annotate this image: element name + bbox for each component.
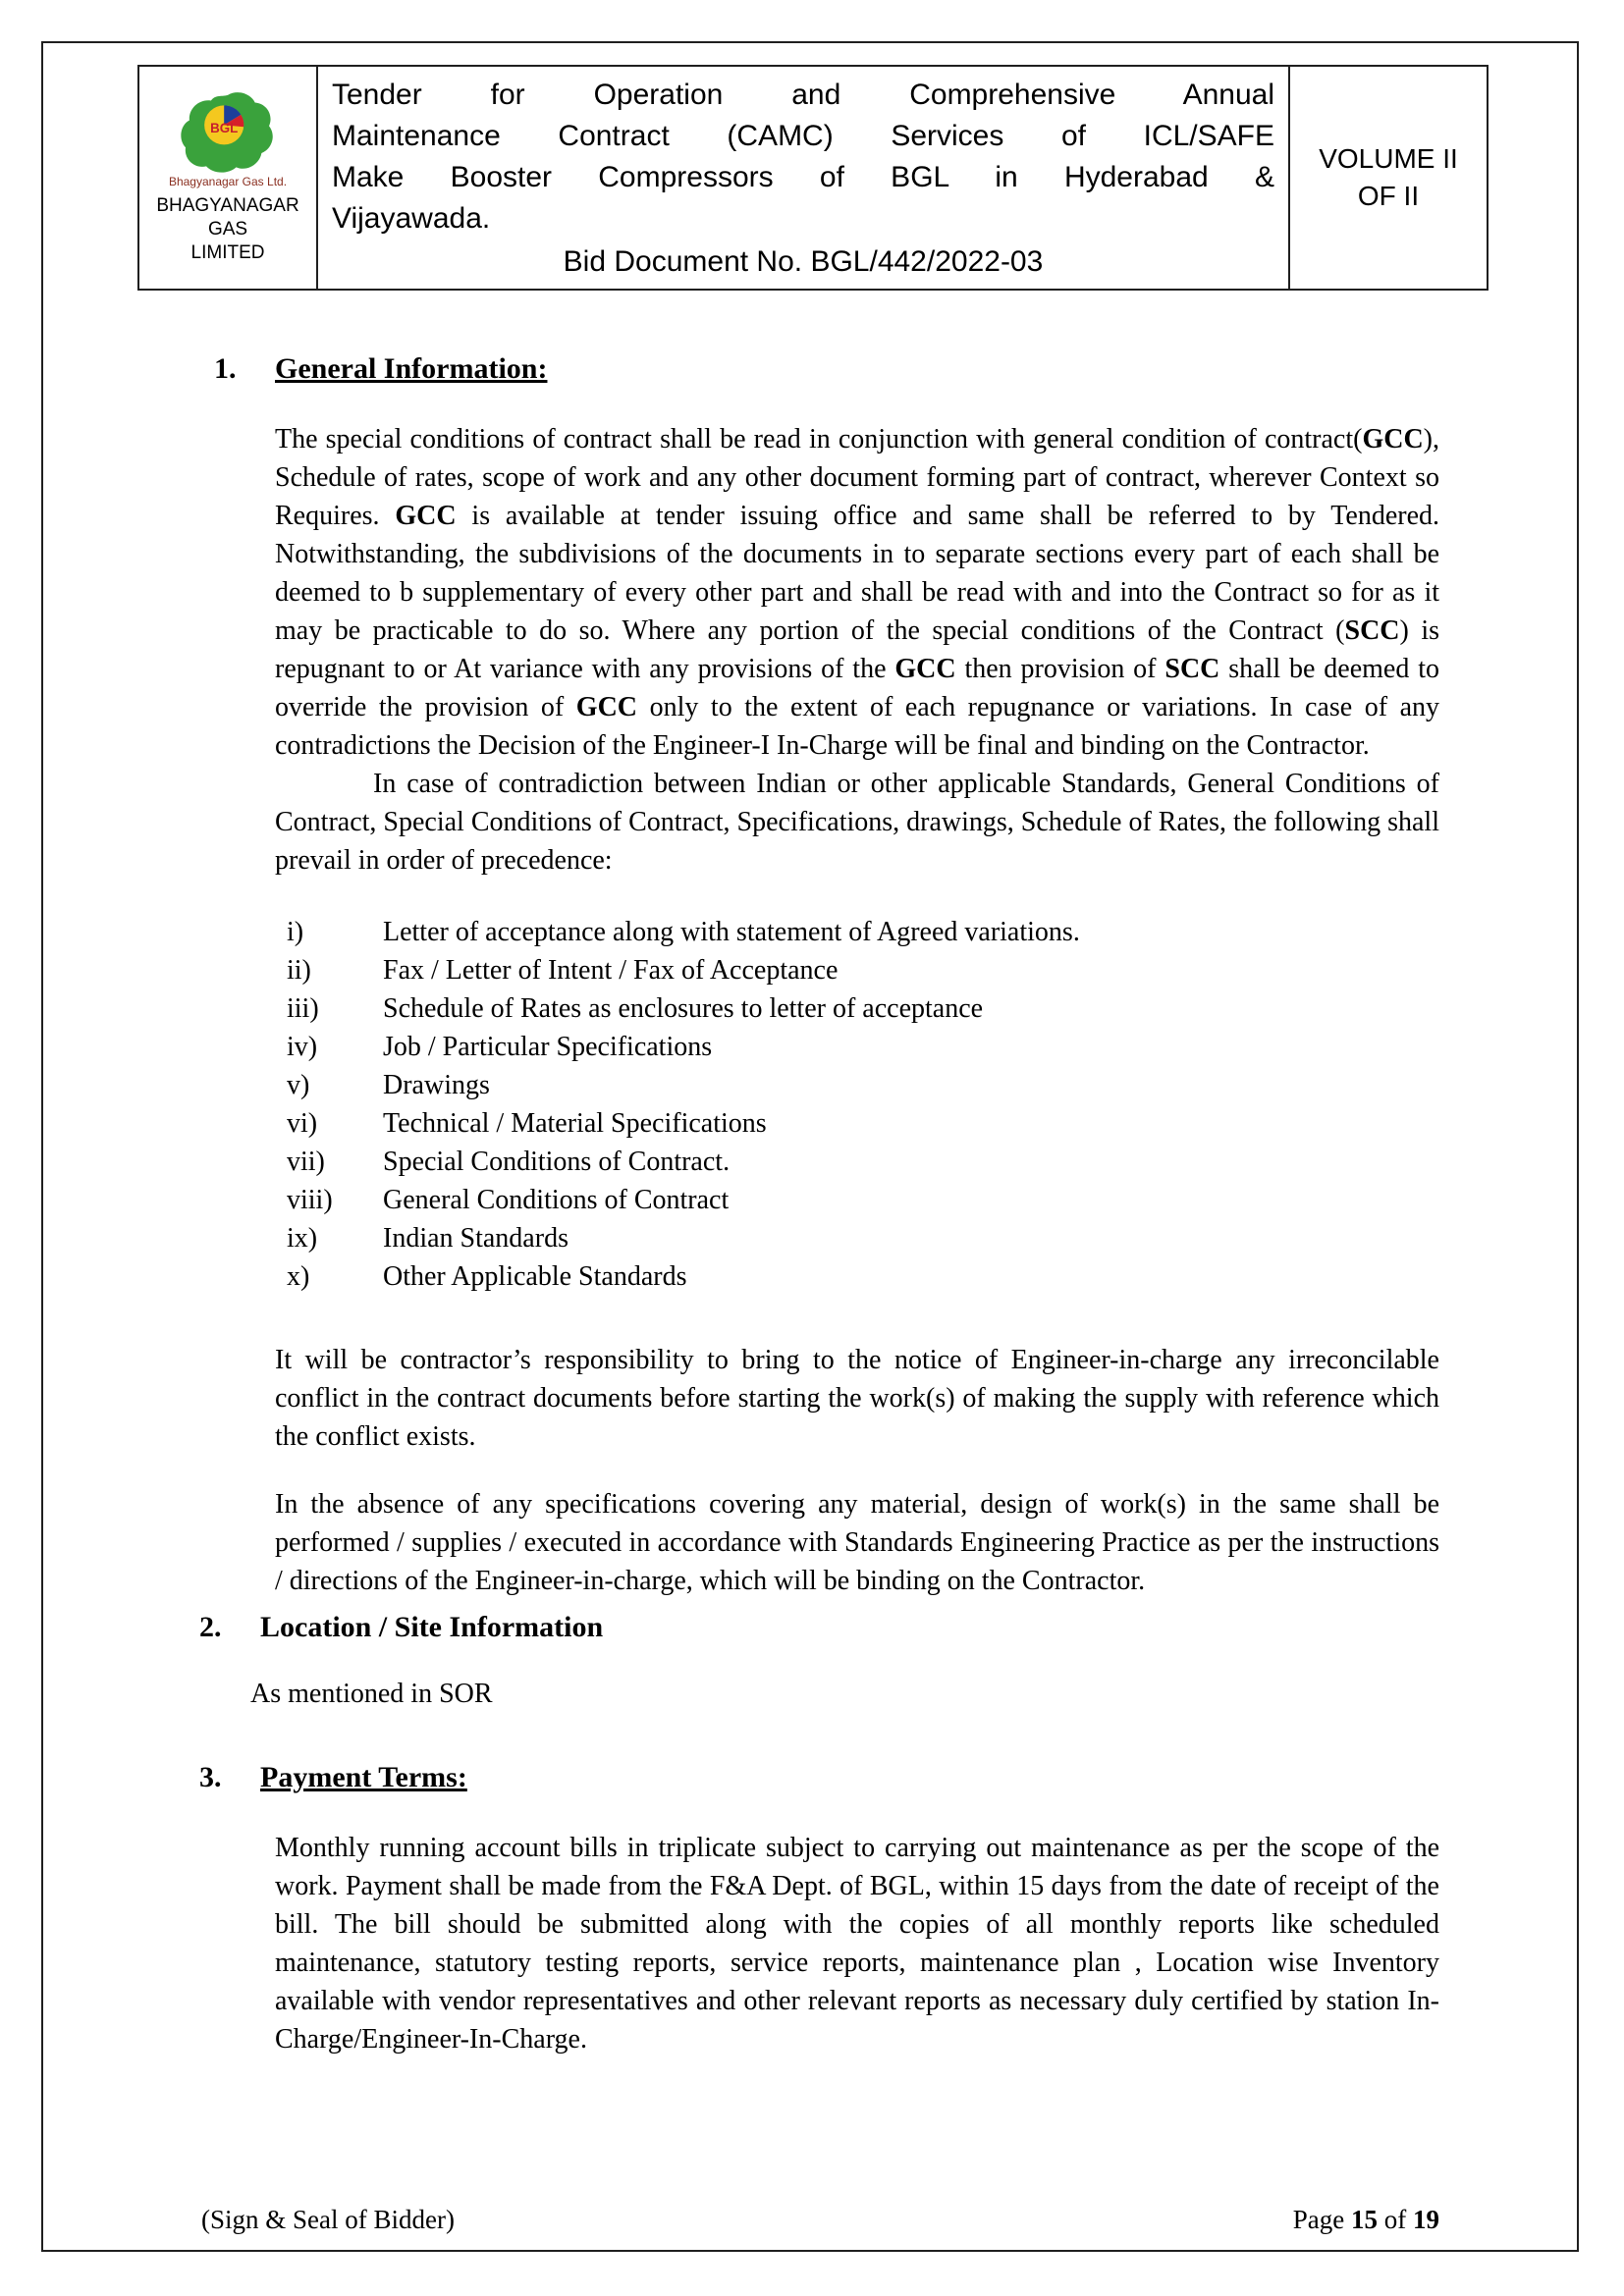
tender-title-line: Tender for Operation and Comprehensive Annual [332,79,1274,111]
volume-cell [1289,66,1488,290]
precedence-item [275,951,1439,989]
bid-document-number: Bid Document No. BGL/442/2022-03 [563,245,1044,278]
precedence-item [275,989,1439,1028]
precedence-item [275,1143,1439,1181]
item-text: Technical / Material Specifications [383,1108,767,1139]
volume-line2: OF II [1357,181,1420,211]
item-text: Special Conditions of Contract. [383,1147,731,1177]
item-number: v) [287,1070,310,1100]
tender-title-line: Vijayawada. [332,202,491,235]
section-number: 1. [214,352,237,385]
tender-title-line: Maintenance Contract (CAMC) Services of ICL/SAFE [332,120,1274,152]
paragraph-general-info-1: The special conditions of contract shall be read in conjunction with general condition of contract(GCC), Schedule of rates, scope of work and any other document forming part of contract, wherever Context so Requires. GCC is available at tender issuing office and same shall be referred to by Tendered. Notwithstanding, the subdivisions of the documents in to separate sections every part of each shall be deemed to b supplementary of every other part and shall be read with and into the Contract so for as it may be practicable to do so. Where any portion of the special conditions of the Contract (SCC) is repugnant to or At variance with any provisions of the GCC then provision of SCC shall be deemed to override the provision of GCC only to the extent of each repugnance or variations. In case of any contradictions the Decision of the Engineer-I In-Charge will be final and binding on the Contractor. [275,424,1440,761]
item-number: vii) [287,1147,325,1177]
precedence-item [275,1066,1439,1104]
section-number: 3. [199,1761,222,1793]
section-heading-location-site-information [199,1608,1439,1647]
section-heading-payment-terms [199,1758,1439,1797]
precedence-item [275,1257,1439,1296]
item-number: ii) [287,955,311,986]
section-heading-text: General Information: [275,352,548,385]
section-heading-text: Location / Site Information [260,1611,604,1643]
item-number: vi) [287,1108,318,1139]
paragraph-conflict-notice: It will be contractor’s responsibility to bring to the notice of Engineer-in-charge any irreconcilable conflict in the contract documents before starting the work(s) of making the supply with reference which the conflict exists. [275,1345,1439,1452]
item-text: Fax / Letter of Intent / Fax of Acceptance [383,955,839,986]
tender-title-cell [317,66,1289,290]
document-body [199,294,1440,2058]
sign-seal-note: (Sign & Seal of Bidder) [201,2205,455,2234]
company-logo-icon [181,91,275,174]
item-number: viii) [287,1185,333,1215]
section-heading-text: Payment Terms: [260,1761,467,1793]
item-number: iii) [287,993,319,1024]
precedence-item [275,1028,1439,1066]
company-name [143,194,312,265]
precedence-item [275,913,1439,951]
company-name-line2: LIMITED [190,241,265,263]
item-text: Letter of acceptance along with statement of Agreed variations. [383,917,1080,947]
paragraph-payment-terms: Monthly running account bills in triplicate subject to carrying out maintenance as per the scope of the work. Payment shall be made from the F&A Dept. of BGL, within 15 days from the date of receipt of the bill. The bill should be submitted along with the copies of all monthly reports like scheduled maintenance, statutory testing reports, service reports, maintenance plan , Location wise Inventory available with vendor representatives and other relevant reports as necessary duly certified by station In-Charge/Engineer-In-Charge. [275,1833,1439,2055]
section-heading-general-information [214,349,1439,389]
item-text: Job / Particular Specifications [383,1032,713,1062]
item-text: General Conditions of Contract [383,1185,730,1215]
precedence-list [275,913,1439,1296]
logo-acronym: BGL [210,120,239,135]
logo-cell [138,66,317,290]
precedence-item [275,1181,1439,1219]
item-text: Indian Standards [383,1223,568,1254]
paragraph-absence-of-specifications: In the absence of any specifications covering any material, design of work(s) in the same shall be performed / supplies / executed in accordance with Standards Engineering Practice as per the instructions / directions of the Engineer-in-charge, which will be binding on the Contractor. [275,1489,1439,1596]
item-number: iv) [287,1032,318,1062]
paragraph-general-info-2: In case of contradiction between Indian or other applicable Standards, General Conditions of Contract, Special Conditions of Contract, Specifications, drawings, Schedule of Rates, the following shall prevail in order of precedence: [275,769,1439,876]
item-text: Schedule of Rates as enclosures to letter of acceptance [383,993,984,1024]
location-site-body: As mentioned in SOR [250,1679,493,1709]
header-table [137,65,1489,291]
precedence-item [275,1104,1439,1143]
item-number: ix) [287,1223,318,1254]
item-number: x) [287,1261,310,1292]
precedence-item [275,1219,1439,1257]
logo-caption: Bhagyanagar Gas Ltd. [168,174,288,188]
company-name-line1: BHAGYANAGAR GAS [156,194,299,240]
item-text: Drawings [383,1070,490,1100]
section-number: 2. [199,1611,222,1643]
page-indicator: Page 15 of 19 [1292,2205,1439,2234]
tender-title-line: Make Booster Compressors of BGL in Hyderabad & [332,161,1274,193]
volume-line1: VOLUME II [1319,143,1458,174]
item-text: Other Applicable Standards [383,1261,687,1292]
item-number: i) [287,917,304,947]
